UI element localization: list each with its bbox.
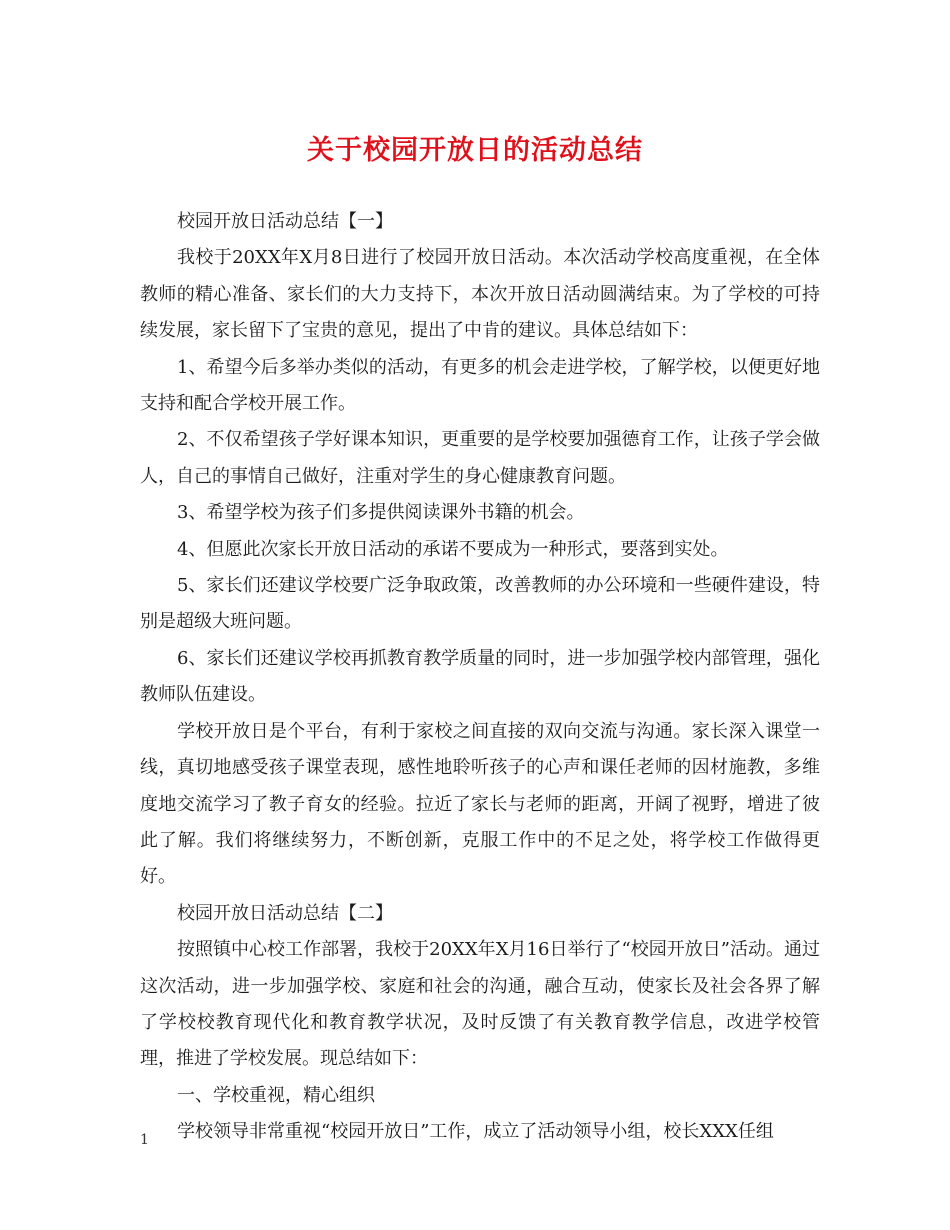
- paragraph-conclusion: 学校开放日是个平台，有利于家校之间直接的双向交流与沟通。家长深入课堂一线，真切地感受孩子课堂表现，感性地聆听孩子的心声和课任老师的因材施教，多维度地交流学习了教子育女的经验。拉近了家长与老师的距离，开阔了视野，增进了彼此了解。我们将继续努力，不断创新，克服工作中的不足之处，将学校工作做得更好。: [140, 720, 820, 888]
- section-heading-2: 校园开放日活动总结【二】: [177, 902, 393, 924]
- list-item-4: 4、但愿此次家长开放日活动的承诺不要成为一种形式，要落到实处。: [177, 538, 729, 560]
- section-heading-1: 校园开放日活动总结【一】: [177, 211, 393, 232]
- paragraph-intro-2: 按照镇中心校工作部署，我校于20XX年X月16日举行了“校园开放日”活动。通过这次活动，进一步加强学校、家庭和社会的沟通，融合互动，使家长及社会各界了解了学校校教育现代化和教育教学状况，及时反馈了有关教育教学信息，改进学校管理，推进了学校发展。现总结如下：: [140, 939, 820, 1070]
- paragraph-leadership: 学校领导非常重视“校园开放日”工作，成立了活动领导小组，校长XXX任组: [177, 1121, 774, 1143]
- list-item-6: 6、家长们还建议学校再抓教育教学质量的同时，进一步加强学校内部管理，强化教师队伍建设。: [140, 647, 820, 706]
- list-item-3: 3、希望学校为孩子们多提供阅读课外书籍的机会。: [177, 502, 585, 524]
- list-item-5: 5、家长们还建议学校要广泛争取政策，改善教师的办公环境和一些硬件建设，特别是超级大班问题。: [140, 575, 820, 633]
- list-item-2: 2、不仅希望孩子学好课本知识，更重要的是学校要加强德育工作，让孩子学会做人，自己的事情自己做好，注重对学生的身心健康教育问题。: [140, 429, 820, 487]
- document-body: [140, 204, 820, 1151]
- page-number: 1: [140, 1132, 149, 1148]
- subheading-1: 一、学校重视，精心组织: [177, 1084, 375, 1106]
- document-title: 关于校园开放日的活动总结: [307, 135, 643, 166]
- list-item-1: 1、希望今后多举办类似的活动，有更多的机会走进学校，了解学校，以便更好地支持和配合学校开展工作。: [140, 356, 820, 415]
- paragraph-intro: 我校于20XX年X月8日进行了校园开放日活动。本次活动学校高度重视，在全体教师的精心准备、家长们的大力支持下，本次开放日活动圆满结束。为了学校的可持续发展，家长留下了宝贵的意见，提出了中肯的建议。具体总结如下：: [140, 247, 820, 342]
